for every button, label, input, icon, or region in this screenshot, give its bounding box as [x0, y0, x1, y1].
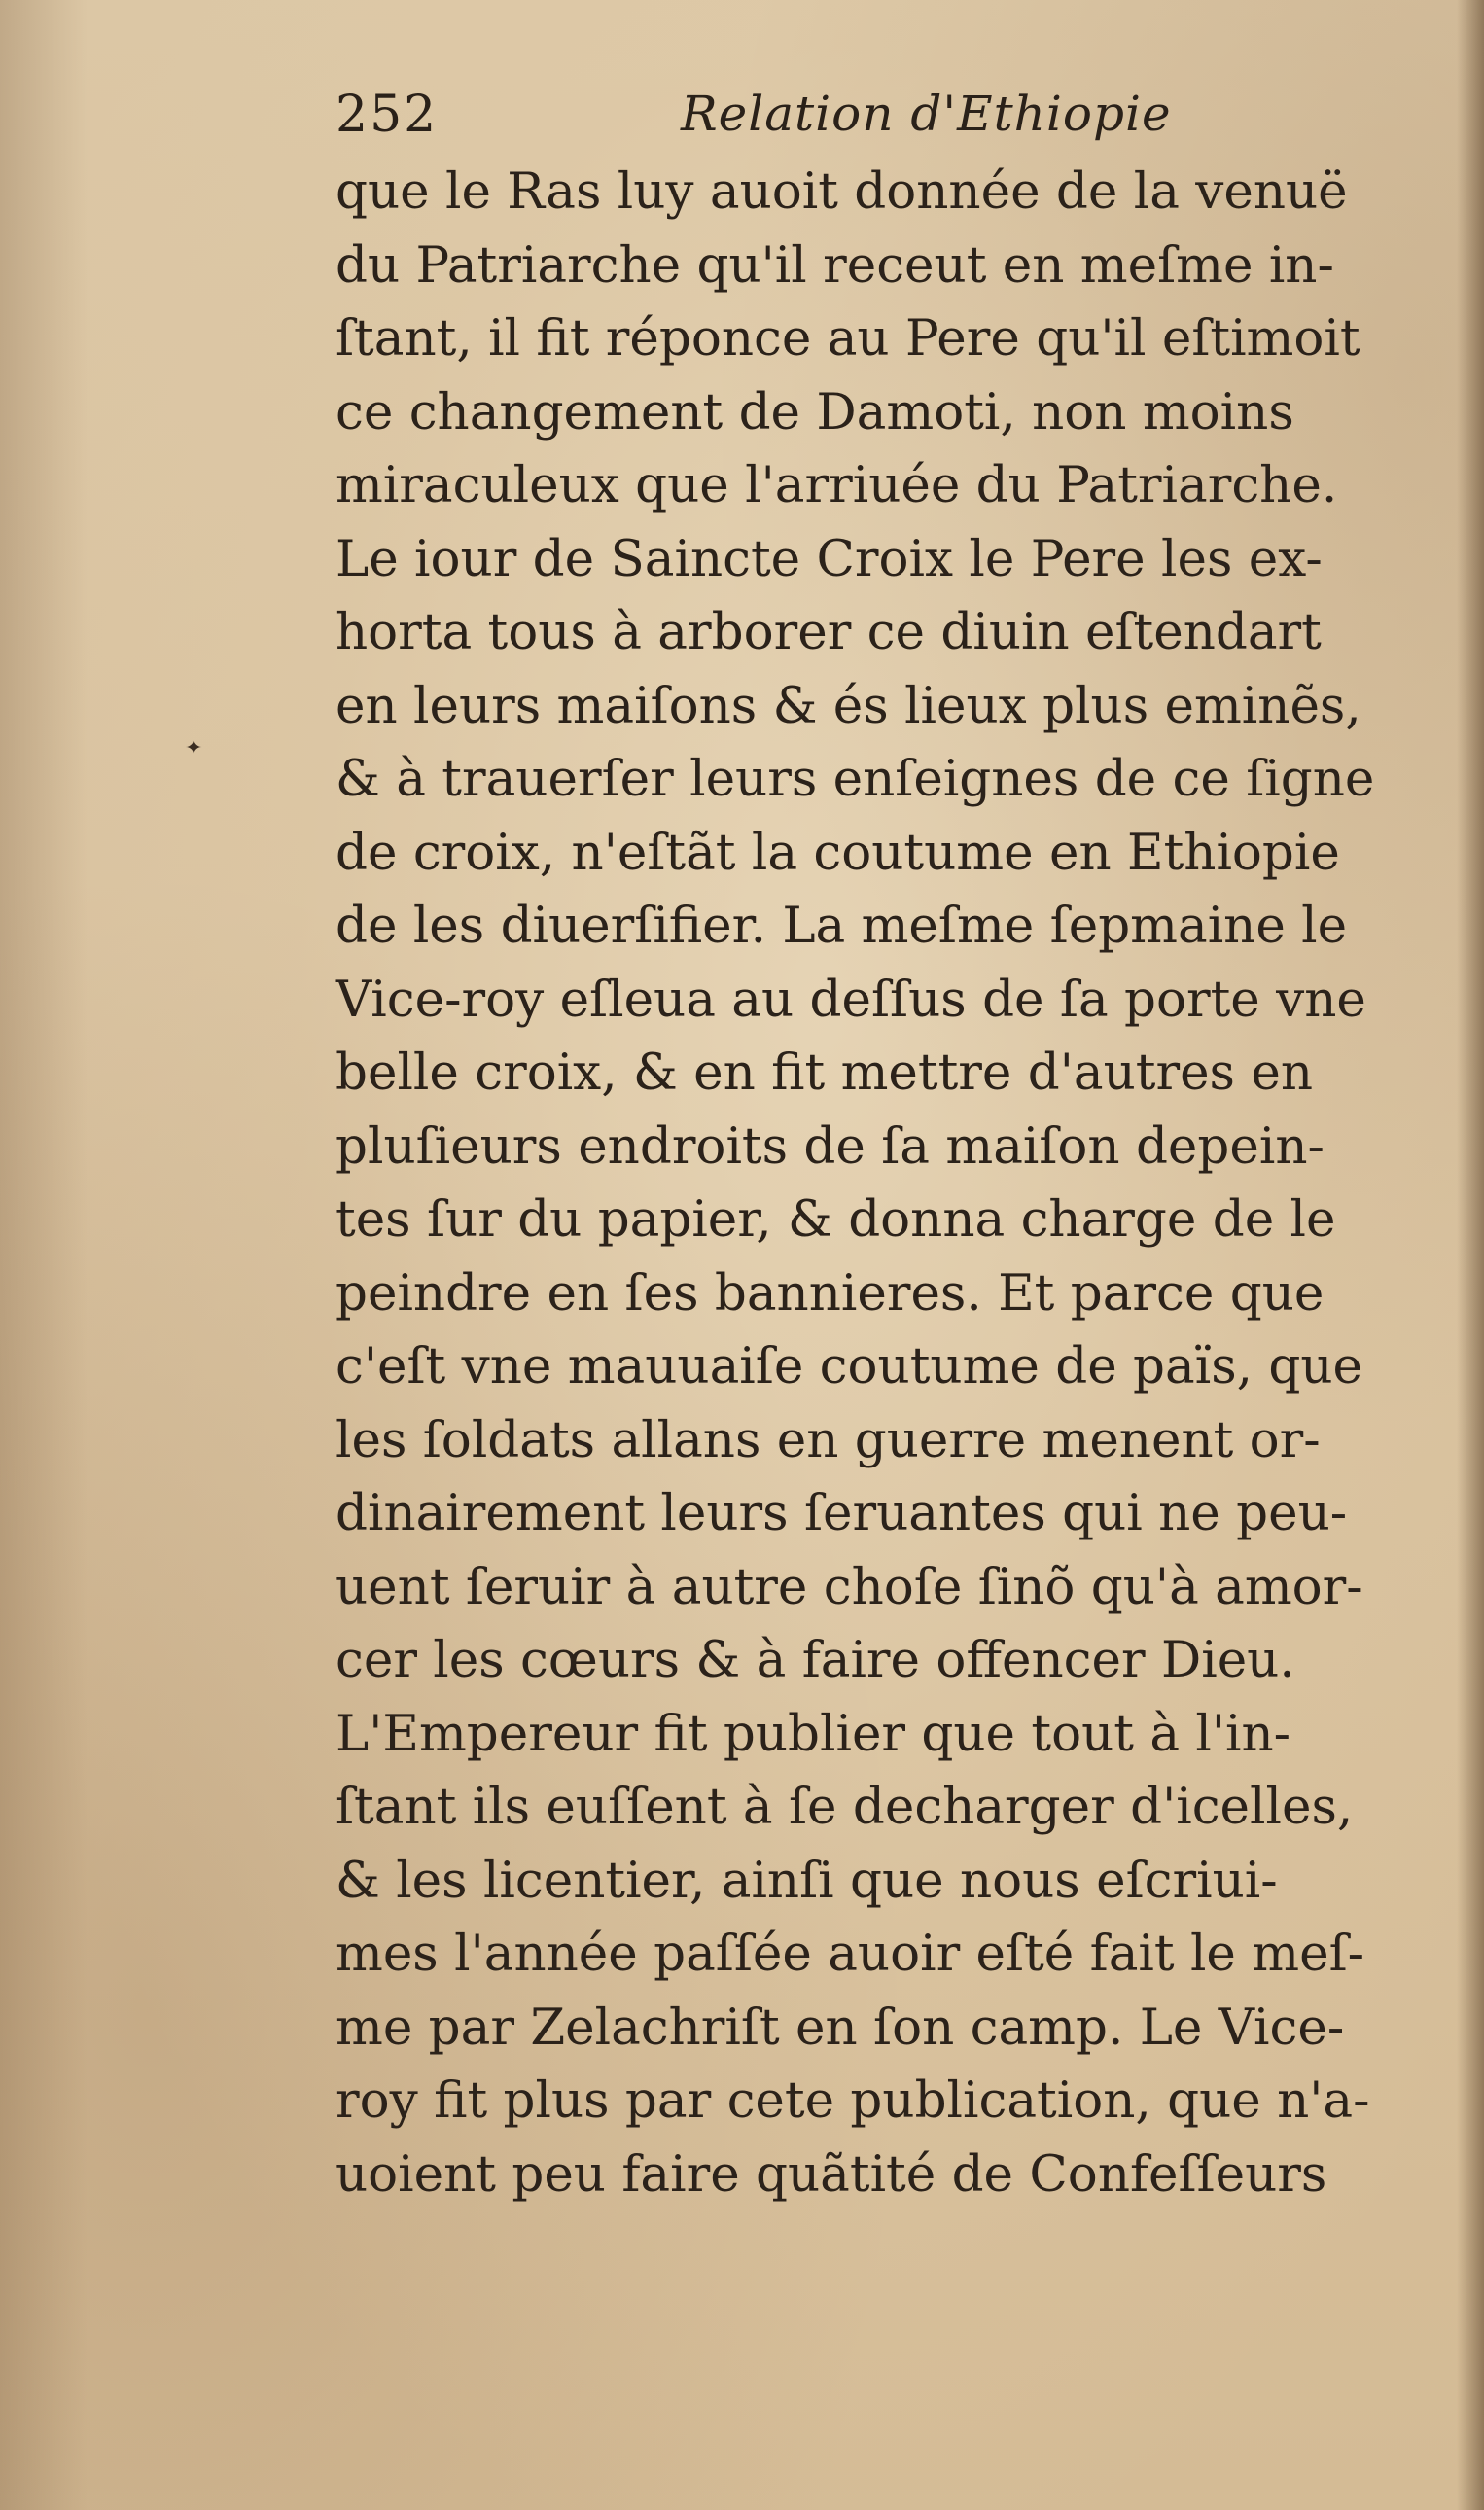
- text-line: ſtant, il fit réponce au Pere qu'il eſtimoit: [336, 309, 1360, 368]
- text-line: de les diuerſifier. La meſme ſepmaine le: [336, 897, 1348, 955]
- text-line: & à trauerſer leurs enſeignes de ce ſigne: [336, 750, 1375, 808]
- text-line: dinairement leurs ſeruantes qui ne peu-: [336, 1484, 1348, 1542]
- text-line: du Patriarche qu'il receut en meſme in-: [336, 235, 1334, 295]
- text-line: ſtant ils euſſent à ſe decharger d'icelles,: [336, 1778, 1354, 1836]
- page-gutter-shadow: [1457, 0, 1484, 2510]
- text-line: Le iour de Saincte Croix le Pere les ex-: [336, 529, 1323, 588]
- text-line: cer les cœurs & à faire offencer Dieu.: [336, 1631, 1295, 1689]
- page-number: 252: [336, 86, 439, 144]
- text-line: horta tous à arborer ce diuin eſtendart: [336, 603, 1322, 661]
- text-line: & les licentier, ainſi que nous eſcriui-: [336, 1851, 1278, 1910]
- text-line: me par Zelachriſt en ſon camp. Le Vice-: [336, 1997, 1345, 2057]
- text-line: tes ſur du papier, & donna charge de le: [336, 1190, 1336, 1249]
- text-line: en leurs maiſons & és lieux plus eminẽs,: [336, 676, 1361, 735]
- margin-mark-icon: ✦: [185, 736, 203, 760]
- page-shadow-left: [0, 0, 88, 2510]
- text-line: miraculeux que l'arriuée du Patriarche.: [336, 456, 1338, 514]
- body-text: [336, 156, 1425, 2211]
- text-line: roy fit plus par cete publication, que n'a-: [336, 2071, 1370, 2130]
- text-line: uoient peu faire quãtité de Confeſſeurs: [336, 2144, 1327, 2204]
- text-line: L'Empereur fit publier que tout à l'in-: [336, 1704, 1291, 1763]
- text-line: mes l'année paſſée auoir eſté fait le meſ-: [336, 1925, 1365, 1983]
- running-title: Relation d'Ethiopie: [681, 86, 1172, 142]
- text-line: pluſieurs endroits de ſa maiſon depein-: [336, 1116, 1325, 1176]
- page-header: [336, 86, 1191, 163]
- text-line: que le Ras luy auoit donnée de la venuë: [336, 162, 1348, 221]
- text-line: peindre en ſes bannieres. Et parce que: [336, 1263, 1325, 1323]
- text-line: ce changement de Damoti, non moins: [336, 382, 1294, 442]
- text-line: Vice-roy eſleua au deſſus de ſa porte vne: [336, 970, 1366, 1029]
- text-line: de croix, n'eſtãt la coutume en Ethiopie: [336, 823, 1340, 882]
- text-line: uent ſeruir à autre choſe ſinõ qu'à amor-: [336, 1557, 1363, 1616]
- text-line: belle croix, & en fit mettre d'autres en: [336, 1043, 1314, 1102]
- text-line: les ſoldats allans en guerre menent or-: [336, 1410, 1321, 1469]
- text-line: c'eſt vne mauuaiſe coutume de païs, que: [336, 1337, 1362, 1396]
